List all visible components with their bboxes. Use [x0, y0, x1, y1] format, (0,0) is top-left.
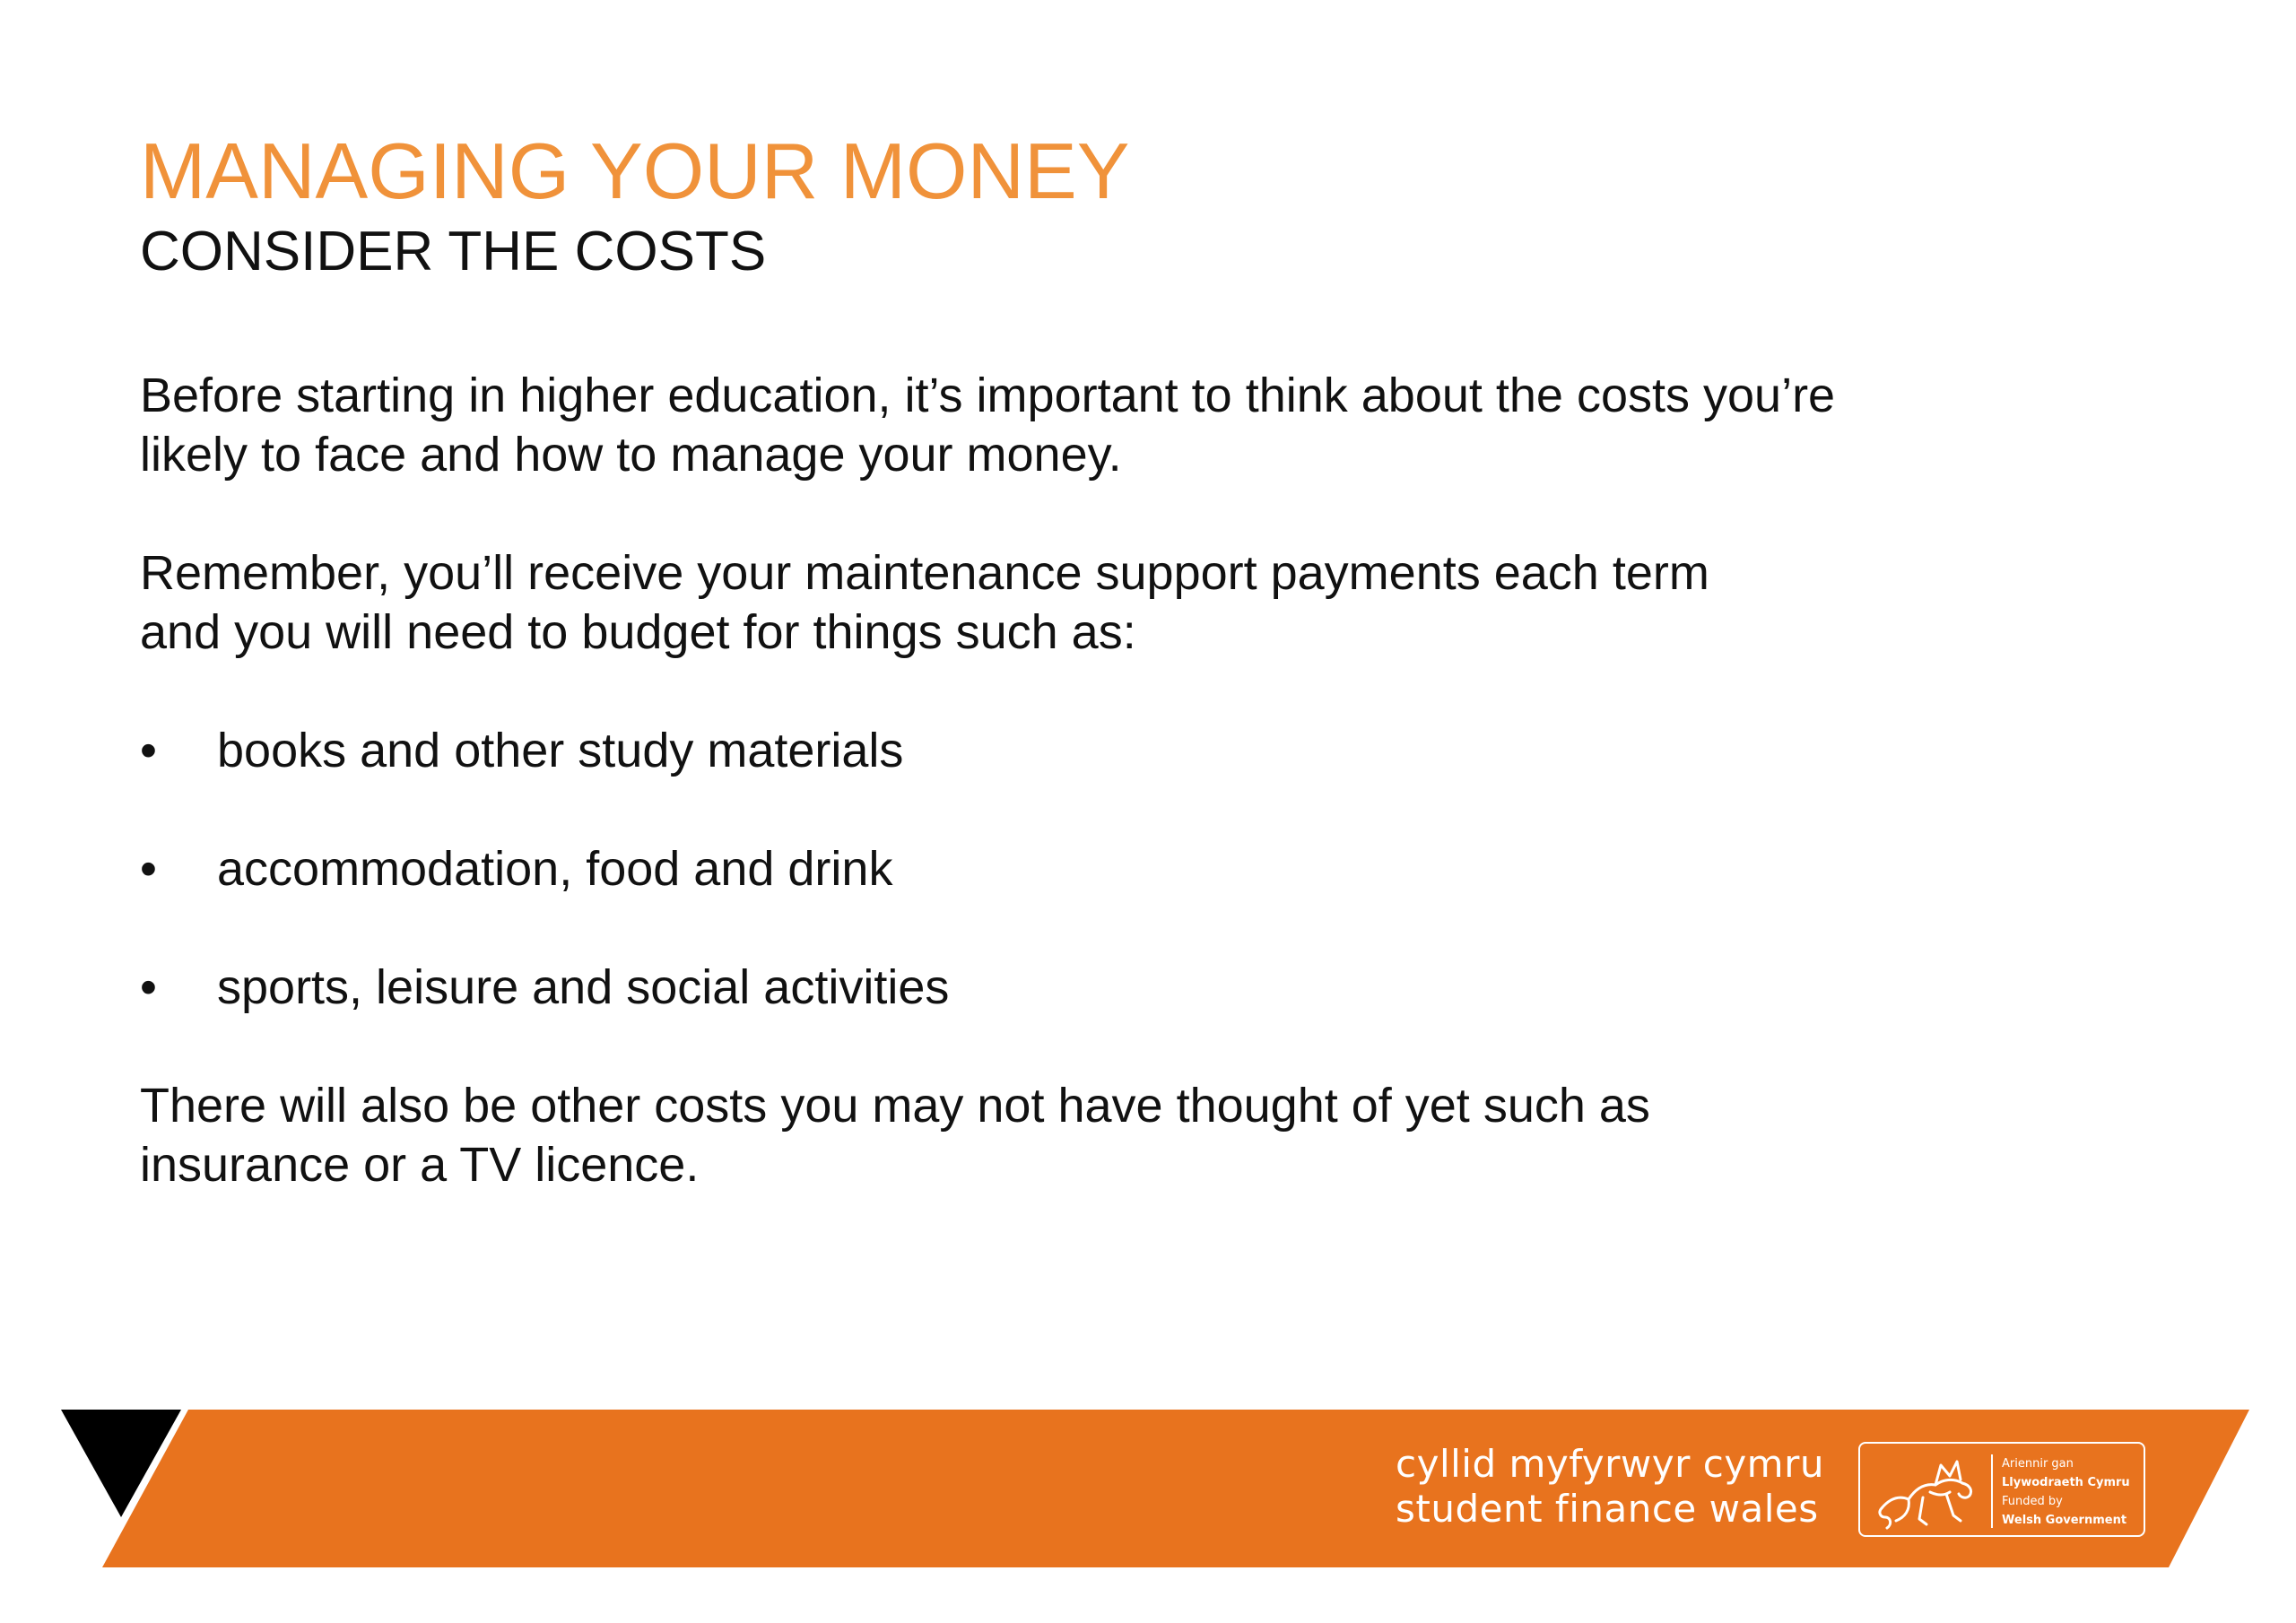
list-item-text: books and other study materials	[217, 724, 904, 777]
welsh-dragon-icon	[1873, 1453, 1980, 1530]
other-costs-paragraph	[140, 1076, 1650, 1194]
other-costs-line-1: There will also be other costs you may not have thought of yet such as	[140, 1079, 1650, 1133]
funded-by-text	[2002, 1454, 2130, 1530]
other-costs-line-2: insurance or a TV licence.	[140, 1138, 700, 1192]
intro-paragraph	[140, 366, 1835, 484]
brand-wordmark	[1396, 1442, 1824, 1532]
brand-line-welsh: cyllid myfyrwyr cymru	[1396, 1442, 1824, 1486]
intro-line-1: Before starting in higher education, it’s important to think about the costs you’re	[140, 369, 1836, 422]
bullet-marker: •	[140, 842, 157, 896]
government-english: Welsh Government	[2002, 1514, 2127, 1527]
logo-divider	[1991, 1454, 1993, 1528]
page-title: MANAGING YOUR MONEY	[140, 126, 1130, 215]
reminder-paragraph	[140, 543, 1709, 662]
list-item-text: sports, leisure and social activities	[217, 960, 950, 1014]
intro-line-2: likely to face and how to manage your money.	[140, 428, 1122, 482]
welsh-government-logo	[1858, 1442, 2145, 1537]
brand-line-english: student finance wales	[1396, 1487, 1819, 1531]
funded-by-english: Funded by	[2002, 1495, 2063, 1508]
reminder-line-2: and you will need to budget for things such as:	[140, 605, 1136, 659]
bullet-marker: •	[140, 724, 157, 777]
page-subtitle: CONSIDER THE COSTS	[140, 221, 767, 282]
reminder-line-1: Remember, you’ll receive your maintenance support payments each term	[140, 546, 1709, 600]
bullet-marker: •	[140, 960, 157, 1014]
government-welsh: Llywodraeth Cymru	[2002, 1476, 2130, 1489]
funded-by-welsh: Ariennir gan	[2002, 1457, 2074, 1471]
list-item-text: accommodation, food and drink	[217, 842, 893, 896]
